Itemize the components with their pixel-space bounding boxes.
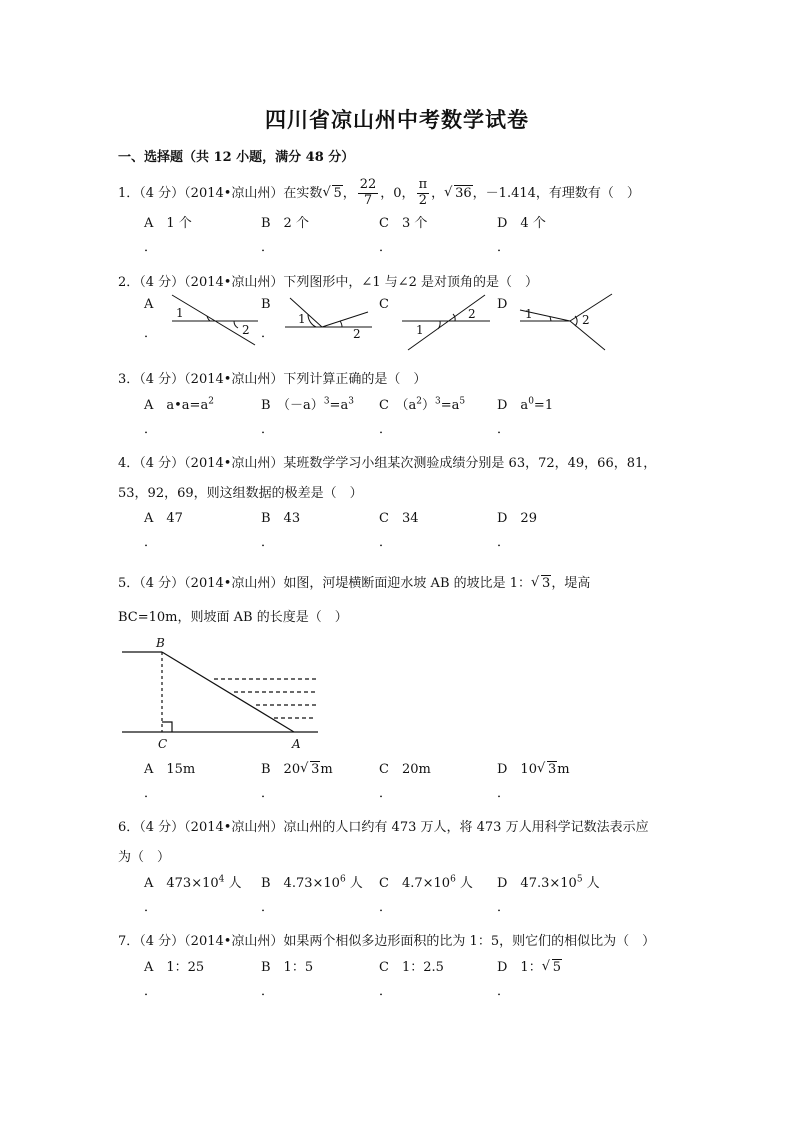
dot: ．	[261, 900, 275, 915]
q7-option-c[interactable]: C 1：2.5	[379, 960, 444, 975]
fig-a-angle1: 1	[176, 306, 184, 320]
q4-option-b[interactable]: B 43	[261, 511, 301, 526]
dot: ．	[144, 240, 158, 255]
q5-option-c[interactable]: C 20m	[379, 762, 431, 777]
q1-prefix: 1．（4 分）（2014•凉山州）在实数	[118, 185, 323, 201]
sqrt3: √ 3	[531, 576, 551, 591]
fig-label-a: A	[292, 737, 301, 751]
q1-option-d[interactable]: D 4 个	[497, 216, 546, 231]
dot: ．	[497, 422, 511, 437]
dot: ．	[144, 900, 158, 915]
q5-option-b[interactable]: B 20√ 3m	[261, 758, 333, 777]
q6-option-c[interactable]: C $4.7\times 10^6$ 人	[379, 874, 473, 891]
dot: ．	[379, 900, 393, 915]
q1-option-a[interactable]: A 1 个	[144, 216, 192, 231]
dot: ．	[261, 984, 275, 999]
question-4-line2: 53，92，69，则这组数据的极差是（ ）	[118, 486, 363, 501]
dot: ．	[261, 326, 275, 341]
dot: ．	[261, 422, 275, 437]
dot: ．	[497, 535, 511, 550]
dot: ．	[261, 535, 275, 550]
dot: ．	[144, 984, 158, 999]
dot: ．	[379, 984, 393, 999]
dot: ．	[144, 786, 158, 801]
dot: ．	[144, 326, 158, 341]
q7-option-b[interactable]: B 1：5	[261, 960, 314, 975]
q4-option-d[interactable]: D 29	[497, 511, 537, 526]
dot: ．	[379, 422, 393, 437]
q1-option-b[interactable]: B 2 个	[261, 216, 309, 231]
dot: ．	[379, 535, 393, 550]
fig-label-b: B	[156, 636, 165, 650]
question-5-line1: 5．（4 分）（2014•凉山州）如图，河堤横断面迎水坡 AB 的坡比是 1：√ 3，堤高	[118, 572, 590, 591]
q6-option-b[interactable]: B $4.73\times 10^6$ 人	[261, 874, 363, 891]
q1-sep: ，	[342, 185, 356, 201]
q3-option-a[interactable]: A $a•a=a^2$	[144, 396, 214, 413]
q3-option-c[interactable]: C $(a^2)^3=a^5$	[379, 396, 466, 413]
dot: ．	[379, 786, 393, 801]
fig-c-angle2: 2	[468, 307, 476, 321]
sqrt36: √ 36	[444, 186, 473, 201]
dot: ．	[497, 240, 511, 255]
question-4-line1: 4．（4 分）（2014•凉山州）某班数学学习小组某次测验成绩分别是 63，72，49，66，81，	[118, 456, 657, 471]
q1-suffix: ，－1.414，有理数有（ ）	[472, 185, 640, 201]
section-heading: 一、选择题（共 12 小题，满分 48 分）	[118, 150, 355, 165]
dot: ．	[261, 786, 275, 801]
dot: ．	[497, 900, 511, 915]
question-2: 2．（4 分）（2014•凉山州）下列图形中，∠1 与∠2 是对顶角的是（ ）	[118, 275, 539, 290]
q1-sep2: ，	[431, 185, 445, 201]
question-3: 3．（4 分）（2014•凉山州）下列计算正确的是（ ）	[118, 372, 427, 387]
page-title: 四川省凉山州中考数学试卷	[265, 107, 529, 132]
dot: ．	[144, 422, 158, 437]
q7-option-d[interactable]: D 1：√ 5	[497, 956, 562, 975]
q3-option-b[interactable]: B $(-a)^3=a^3$	[261, 396, 354, 413]
q2-label-a[interactable]: A	[144, 297, 154, 312]
dot: ．	[497, 984, 511, 999]
q7-option-a[interactable]: A 1：25	[144, 960, 205, 975]
figure-a	[172, 295, 258, 345]
q4-option-a[interactable]: A 47	[144, 511, 183, 526]
question-6-line2: 为（ ）	[118, 850, 171, 865]
q2-label-c[interactable]: C	[379, 297, 389, 312]
fig-label-c: C	[158, 737, 168, 751]
fig-b-angle2: 2	[353, 327, 361, 341]
question-7: 7．（4 分）（2014•凉山州）如果两个相似多边形面积的比为 1：5，则它们的相似比为（ ）	[118, 934, 656, 949]
fig-c-angle1: 1	[416, 323, 424, 337]
dot: ．	[379, 240, 393, 255]
figure-d	[520, 294, 612, 350]
fig-b-angle1: 1	[298, 312, 306, 326]
fig-d-angle2: 2	[582, 313, 590, 327]
q5-option-d[interactable]: D 10√ 3m	[497, 758, 570, 777]
question-1	[118, 178, 640, 209]
question-6-line1: 6．（4 分）（2014•凉山州）凉山州的人口约有 473 万人，将 473 万人用科学记数法表示应	[118, 820, 649, 835]
dot: ．	[261, 240, 275, 255]
q2-label-d[interactable]: D	[497, 297, 508, 312]
q5-option-a[interactable]: A 15m	[144, 762, 196, 777]
fig-d-angle1: 1	[525, 307, 533, 321]
fraction-22-7: $\frac{22}{7}$	[359, 177, 377, 208]
fraction-pi-2: $\frac{\pi}{2}$	[418, 177, 428, 208]
q5-embankment-figure	[118, 636, 328, 752]
q2-figures	[150, 290, 650, 352]
sqrt5: √ 5	[322, 186, 342, 201]
dot: ．	[497, 786, 511, 801]
question-5-line2: BC=10m，则坡面 AB 的长度是（ ）	[118, 610, 348, 625]
q2-label-b[interactable]: B	[261, 297, 271, 312]
q3-option-d[interactable]: D $a^0=1$	[497, 396, 554, 413]
dot: ．	[144, 535, 158, 550]
q4-option-c[interactable]: C 34	[379, 511, 419, 526]
q6-option-d[interactable]: D $47.3\times 10^5$ 人	[497, 874, 600, 891]
fig-a-angle2: 2	[242, 323, 250, 337]
q6-option-a[interactable]: A $473\times 10^4$ 人	[144, 874, 242, 891]
q1-zero: ，0，	[380, 185, 415, 201]
q1-option-c[interactable]: C 3 个	[379, 216, 428, 231]
